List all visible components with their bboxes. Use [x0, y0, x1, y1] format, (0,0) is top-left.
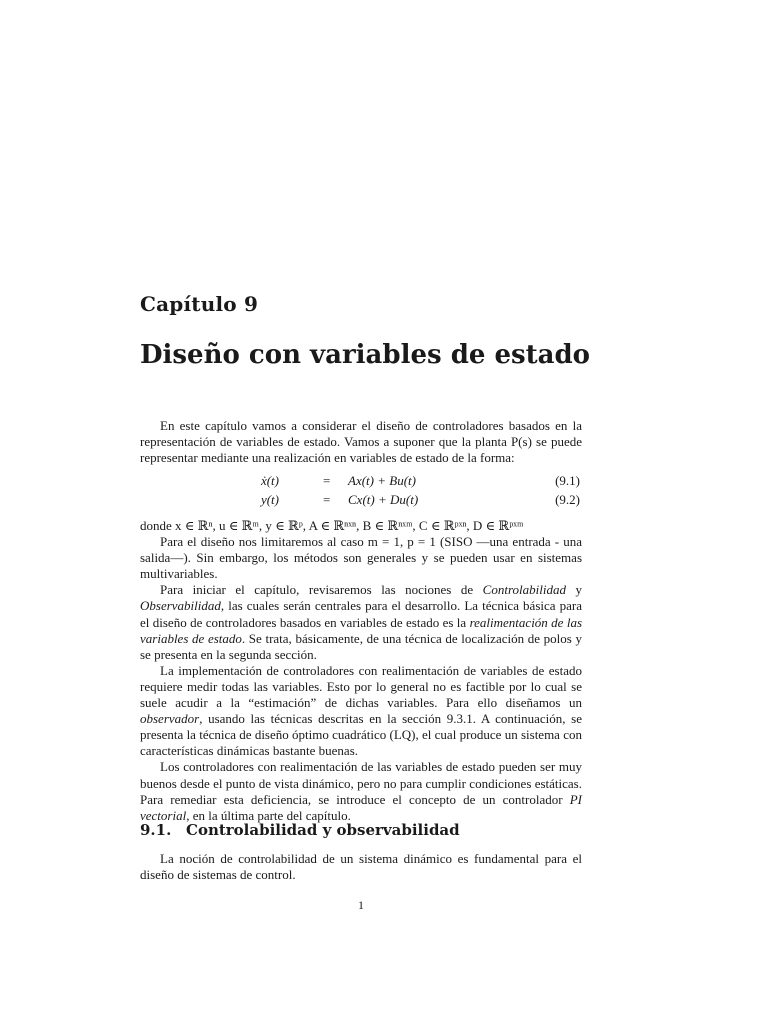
equation-block [140, 473, 582, 511]
chapter-title: Diseño con variables de estado [140, 340, 591, 370]
paragraph-pi-vectorial [140, 759, 582, 823]
equation-row [140, 473, 582, 492]
body-paragraphs [140, 518, 582, 824]
text-run: y [565, 582, 582, 598]
equation-rhs: Ax(t) + Bu(t) [348, 473, 416, 488]
chapter-label: Capítulo 9 [140, 292, 259, 316]
equation-lhs: ẋ(t) [260, 473, 279, 488]
text-run: La implementación de controladores con realimentación de variables de estado requiere medir todas las variables. Esto por lo general no es factible por lo cual se suele acudir a la “estimación” de dichas variables. Para ello diseñamos un [140, 662, 582, 711]
emphasis: PI vectorial [140, 791, 582, 823]
text-run: . Se trata, básicamente, de una técnica de localización de polos y se presenta en la segunda sección. [140, 630, 582, 662]
emphasis: Observabilidad [140, 598, 221, 614]
text-run: , usando las técnicas descritas en la sección 9.3.1. A continuación, se presenta la técnica de diseño óptimo cuadrático (LQ), el cual produce un sistema con características dinámicas bastante buenas. [140, 711, 582, 759]
equation-rhs: Cx(t) + Du(t) [348, 492, 419, 507]
emphasis: realimentación de las variables de estado [140, 614, 583, 646]
text-run: , las cuales serán centrales para el desarrollo. La técnica básica para el diseño de controladores basados en variables de estado es la [140, 598, 582, 630]
intro-paragraph [140, 418, 582, 466]
intro-text: En este capítulo vamos a considerar el diseño de controladores basados en la representación de variables de estado. Vamos a suponer que la planta P(s) se puede representar mediante una realización en variables de estado de la forma: [140, 418, 582, 466]
equation-number: (9.1) [555, 473, 580, 488]
where-line: donde x ∈ ℝⁿ, u ∈ ℝᵐ, y ∈ ℝᵖ, A ∈ ℝⁿˣⁿ, B ∈ ℝⁿˣᵐ, C ∈ ℝᵖˣⁿ, D ∈ ℝᵖˣᵐ [140, 518, 524, 533]
equation-relation: = [323, 492, 331, 507]
text-run: , en la última parte del capítulo. [186, 807, 351, 823]
emphasis: observador [140, 711, 200, 727]
text-run: Los controladores con realimentación de las variables de estado pueden ser muy buenos desde el punto de vista dinámico, pero no para cumplir condiciones estáticas. Para remediar esta deficiencia, se introduce el concepto de un controlador [140, 759, 582, 807]
paragraph-controlabilidad [140, 582, 582, 662]
paragraph-observador [140, 663, 582, 760]
section-body [140, 851, 582, 883]
equation-relation: = [323, 473, 331, 488]
equation-lhs: y(t) [260, 492, 279, 507]
emphasis: Controlabilidad [482, 582, 566, 598]
paragraph-siso: Para el diseño nos limitaremos al caso m = 1, p = 1 (SISO —una entrada - una salida—). Sin embargo, los métodos son generales y se pueden usar en sistemas multivariables. [140, 534, 582, 582]
text-run: Para iniciar el capítulo, revisaremos las nociones de [160, 582, 483, 598]
section-heading [140, 821, 460, 839]
section-title: Controlabilidad y observabilidad [186, 821, 460, 839]
section-paragraph: La noción de controlabilidad de un sistema dinámico es fundamental para el diseño de sistemas de control. [140, 851, 582, 883]
page-number: 1 [358, 898, 364, 912]
section-number: 9.1. [140, 821, 172, 839]
equation-number: (9.2) [555, 492, 580, 507]
equation-row [140, 492, 582, 511]
